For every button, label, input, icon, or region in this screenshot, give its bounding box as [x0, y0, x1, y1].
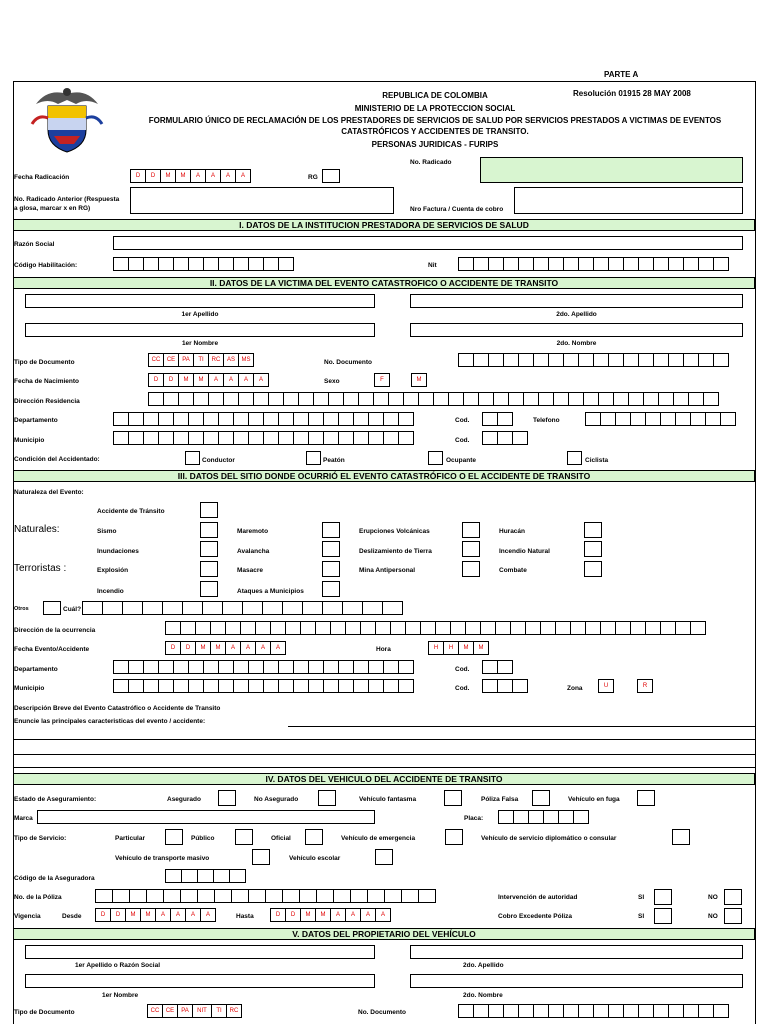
enuncie-label: Enuncie las principales caracteristicas del evento / accidente:: [14, 718, 206, 725]
ocurrencia-departamento-cells[interactable]: [113, 660, 413, 674]
propietario-segundo-nombre-label: 2do. Nombre: [463, 992, 503, 999]
descripcion-line-2[interactable]: [13, 739, 755, 740]
nit-cells[interactable]: [458, 257, 728, 271]
no-asegurado-label: No Asegurado: [254, 796, 299, 803]
masivo-checkbox[interactable]: [252, 849, 270, 865]
date-cell[interactable]: A: [190, 169, 206, 183]
section-2-title: II. DATOS DE LA VICTIMA DEL EVENTO CATASTROFICO O ACCIDENTE DE TRANSITO: [13, 277, 755, 289]
parte-label: PARTE A: [604, 70, 639, 79]
victima-municipio-cells[interactable]: [113, 431, 413, 445]
peaton-label: Peatón: [323, 457, 345, 464]
razon-social-field[interactable]: [113, 236, 743, 250]
accidente-label: Accidente de Tránsito: [97, 508, 165, 515]
victima-no-doc-label: No. Documento: [324, 359, 373, 366]
fecha-radicacion-cells[interactable]: [130, 169, 250, 183]
ocurrencia-dep-cod-label: Cod.: [455, 666, 470, 673]
doc-type-cell[interactable]: RC: [208, 353, 224, 367]
terroristas-label: Terroristas :: [14, 563, 67, 574]
masacre-label: Masacre: [237, 567, 264, 574]
victima-direccion-cells[interactable]: [148, 392, 718, 406]
masivo-label: Vehículo de transporte masivo: [115, 855, 210, 862]
poliza-falsa-checkbox[interactable]: [532, 790, 550, 806]
sismo-checkbox[interactable]: [200, 522, 218, 538]
doc-type-cell[interactable]: PA: [178, 353, 194, 367]
propietario-no-doc-cells[interactable]: [458, 1004, 728, 1018]
victima-fecha-nac-cells[interactable]: D D M M A A A A: [148, 373, 268, 387]
ocurrencia-dep-cod-cells[interactable]: [482, 660, 512, 674]
header-resolucion: Resolución 01915 28 MAY 2008: [573, 89, 691, 98]
nit-label: Nit: [428, 262, 437, 269]
fantasma-checkbox[interactable]: [444, 790, 462, 806]
coat-of-arms-icon: [28, 84, 106, 156]
codigo-habilitacion-cells[interactable]: [113, 257, 293, 271]
oficial-checkbox[interactable]: [305, 829, 323, 845]
mina-label: Mina Antipersonal: [359, 567, 416, 574]
maremoto-label: Maremoto: [237, 528, 269, 535]
no-asegurado-checkbox[interactable]: [318, 790, 336, 806]
victima-segundo-apellido-label: 2do. Apellido: [556, 311, 597, 318]
inundaciones-checkbox[interactable]: [200, 541, 218, 557]
naturaleza-label: Naturaleza del Evento:: [14, 489, 84, 496]
deslizamiento-checkbox[interactable]: [462, 541, 480, 557]
sexo-m-box[interactable]: M: [411, 373, 427, 387]
tipo-servicio-label: Tipo de Servicio:: [14, 835, 67, 842]
no-radicado-label: No. Radicado: [410, 159, 452, 166]
razon-social-label: Razón Social: [14, 241, 55, 248]
particular-label: Particular: [115, 835, 145, 842]
incendio-natural-checkbox[interactable]: [584, 541, 602, 557]
sismo-label: Sismo: [97, 528, 117, 535]
huracan-label: Huracán: [499, 528, 526, 535]
erupciones-checkbox[interactable]: [462, 522, 480, 538]
incendio-natural-label: Incendio Natural: [499, 548, 550, 555]
ataques-checkbox[interactable]: [322, 581, 340, 597]
victima-segundo-apellido-field[interactable]: [410, 294, 743, 308]
marca-label: Marca: [14, 815, 33, 822]
radicado-anterior-label-2: a glosa, marcar x en RG): [14, 205, 91, 212]
victima-departamento-cells[interactable]: [113, 412, 413, 426]
header-personas: PERSONAS JURIDICAS - FURIPS: [371, 140, 499, 149]
victima-tipo-doc-cells[interactable]: [148, 353, 253, 367]
direccion-ocurrencia-label: Dirección de la ocurrencia: [14, 627, 96, 634]
placa-label: Placa:: [464, 815, 484, 822]
victima-municipio-label: Municipio: [14, 437, 45, 444]
cobro-si-checkbox[interactable]: [654, 908, 672, 924]
conductor-checkbox[interactable]: [185, 451, 200, 465]
no-poliza-cells[interactable]: [95, 889, 435, 903]
victima-no-doc-cells[interactable]: [458, 353, 728, 367]
publico-checkbox[interactable]: [235, 829, 253, 845]
telefono-cells[interactable]: [585, 412, 735, 426]
codigo-habilitacion-label: Código Habilitación:: [14, 262, 78, 269]
section-5-title: V. DATOS DEL PROPIETARIO DEL VEHÍCULO: [13, 928, 755, 940]
victima-mun-cod-label: Cod.: [455, 437, 470, 444]
no-radicado-field[interactable]: [480, 157, 743, 183]
cobro-no-checkbox[interactable]: [724, 908, 742, 924]
fuga-label: Vehículo en fuga: [568, 796, 620, 803]
otros-checkbox[interactable]: [43, 601, 61, 615]
date-cell[interactable]: D: [130, 169, 146, 183]
radicado-anterior-field[interactable]: [130, 187, 394, 214]
vigencia-label: Vigencia: [14, 913, 41, 920]
placa-cells[interactable]: [498, 810, 588, 824]
descripcion-label: Descripción Breve del Evento Catastrófico o Accidente de Transito: [14, 705, 221, 712]
section-1-title: I. DATOS DE LA INSTITUCION PRESTADORA DE SERVICIOS DE SALUD: [13, 219, 755, 231]
hora-cells[interactable]: H H M M: [428, 641, 488, 655]
ocurrencia-mun-cod-label: Cod.: [455, 685, 470, 692]
victima-tipo-doc-label: Tipo de Documento: [14, 359, 75, 366]
ocupante-label: Ocupante: [446, 457, 476, 464]
victima-primer-apellido-label: 1er Apellido: [181, 311, 219, 318]
combate-label: Combate: [499, 567, 527, 574]
propietario-tipo-doc-cells[interactable]: CC CE PA NIT TI RC: [147, 1004, 241, 1018]
intervencion-si-checkbox[interactable]: [654, 889, 672, 905]
emergencia-checkbox[interactable]: [445, 829, 463, 845]
propietario-primer-nombre-label: 1er Nombre: [102, 992, 139, 999]
hasta-label: Hasta: [236, 913, 254, 920]
factura-label: Nro Factura / Cuenta de cobro: [410, 206, 504, 213]
vigencia-desde-cells[interactable]: D D M M A A A A: [95, 908, 215, 922]
fecha-evento-label: Fecha Evento/Accidente: [14, 646, 90, 653]
intervencion-no-checkbox[interactable]: [724, 889, 742, 905]
victima-mun-cod-cells[interactable]: [482, 431, 527, 445]
cual-cells[interactable]: [82, 601, 402, 615]
direccion-ocurrencia-cells[interactable]: [165, 621, 705, 635]
sexo-label: Sexo: [324, 378, 340, 385]
cobro-no-label: NO: [708, 913, 718, 920]
ocurrencia-departamento-label: Departamento: [14, 666, 58, 673]
header-top-rule: [13, 81, 755, 82]
date-cell[interactable]: A: [220, 169, 236, 183]
fecha-evento-cells[interactable]: D D M M A A A A: [165, 641, 285, 655]
inundaciones-label: Inundaciones: [97, 548, 139, 555]
diplomatico-label: Vehículo de servicio diplomático o consular: [481, 835, 617, 842]
propietario-apellido-field[interactable]: [25, 945, 375, 959]
doc-type-cell[interactable]: CE: [163, 353, 179, 367]
poliza-falsa-label: Póliza Falsa: [481, 796, 519, 803]
date-cell[interactable]: A: [235, 169, 251, 183]
intervencion-label: Intervención de autoridad: [498, 894, 578, 901]
propietario-segundo-apellido-field[interactable]: [410, 945, 743, 959]
victima-direccion-label: Dirección Residencia: [14, 398, 80, 405]
naturales-label: Naturales:: [14, 524, 60, 535]
date-cell[interactable]: M: [175, 169, 191, 183]
oficial-label: Oficial: [271, 835, 291, 842]
date-cell[interactable]: A: [205, 169, 221, 183]
explosion-checkbox[interactable]: [200, 561, 218, 577]
victima-primer-nombre-label: 1er Nombre: [181, 340, 219, 347]
hora-label: Hora: [376, 646, 391, 653]
avalancha-checkbox[interactable]: [322, 541, 340, 557]
conductor-label: Conductor: [202, 457, 235, 464]
cobro-excedente-label: Cobro Excedente Póliza: [498, 913, 573, 920]
propietario-tipo-doc-label: Tipo de Documento: [14, 1009, 75, 1016]
ciclista-label: Ciclista: [585, 457, 609, 464]
fuga-checkbox[interactable]: [637, 790, 655, 806]
diplomatico-checkbox[interactable]: [672, 829, 690, 845]
victima-primer-nombre-field[interactable]: [25, 323, 375, 337]
desde-label: Desde: [62, 913, 82, 920]
condicion-label: Condición del Accidentado:: [14, 456, 100, 463]
section-4-title: IV. DATOS DEL VEHICULO DEL ACCIDENTE DE TRANSITO: [13, 773, 755, 785]
victima-departamento-label: Departamento: [14, 417, 58, 424]
propietario-segundo-apellido-label: 2do. Apellido: [463, 962, 504, 969]
emergencia-label: Vehículo de emergencia: [341, 835, 416, 842]
radicado-anterior-label-1: No. Radicado Anterior (Respuesta: [14, 196, 120, 203]
victima-segundo-nombre-field[interactable]: [410, 323, 743, 337]
header-ministerio: MINISTERIO DE LA PROTECCION SOCIAL: [354, 104, 516, 113]
asegurado-label: Asegurado: [167, 796, 201, 803]
ocurrencia-municipio-cells[interactable]: [113, 679, 413, 693]
ataques-label: Ataques a Municipios: [237, 588, 304, 595]
escolar-label: Vehículo escolar: [289, 855, 341, 862]
fecha-radicacion-label: Fecha Radicación: [14, 174, 70, 181]
ciclista-checkbox[interactable]: [567, 451, 582, 465]
victima-dep-cod-label: Cod.: [455, 417, 470, 424]
maremoto-checkbox[interactable]: [322, 522, 340, 538]
doc-type-cell[interactable]: MS: [238, 353, 254, 367]
factura-field[interactable]: [514, 187, 743, 214]
ocupante-checkbox[interactable]: [428, 451, 443, 465]
date-cell[interactable]: M: [160, 169, 176, 183]
propietario-primer-nombre-field[interactable]: [25, 974, 375, 988]
vigencia-hasta-cells[interactable]: D D M M A A A A: [270, 908, 390, 922]
combate-checkbox[interactable]: [584, 561, 602, 577]
descripcion-line-3[interactable]: [13, 754, 755, 755]
section-3-title: III. DATOS DEL SITIO DONDE OCURRIÓ EL EVENTO CATASTRÓFICO O EL ACCIDENTE DE TRANSITO: [13, 470, 755, 482]
codigo-aseguradora-label: Código de la Aseguradora: [14, 875, 95, 882]
escolar-checkbox[interactable]: [375, 849, 393, 865]
no-poliza-label: No. de la Póliza: [14, 894, 62, 901]
form-right-border: [755, 81, 756, 1024]
cobro-si-label: SI: [638, 913, 645, 920]
incendio-checkbox[interactable]: [200, 581, 218, 597]
ocurrencia-municipio-label: Municipio: [14, 685, 45, 692]
victima-dep-cod-cells[interactable]: [482, 412, 512, 426]
publico-label: Público: [191, 835, 215, 842]
sexo-f-box[interactable]: F: [374, 373, 390, 387]
doc-type-cell[interactable]: TI: [193, 353, 209, 367]
zona-r-box[interactable]: R: [637, 679, 653, 693]
intervencion-no-label: NO: [708, 894, 718, 901]
zona-label: Zona: [567, 685, 583, 692]
date-cell[interactable]: D: [145, 169, 161, 183]
fantasma-label: Vehículo fantasma: [359, 796, 417, 803]
accidente-checkbox[interactable]: [200, 502, 218, 518]
victima-fecha-nac-label: Fecha de Nacimiento: [14, 378, 80, 385]
header-republica: REPUBLICA DE COLOMBIA: [382, 91, 488, 100]
incendio-label: Incendio: [97, 588, 124, 595]
deslizamiento-label: Deslizamiento de Tierra: [359, 548, 432, 555]
erupciones-label: Erupciones Volcánicas: [359, 528, 430, 535]
avalancha-label: Avalancha: [237, 548, 270, 555]
propietario-no-doc-label: No. Documento: [358, 1009, 407, 1016]
descripcion-line-4[interactable]: [13, 767, 755, 768]
masacre-checkbox[interactable]: [322, 561, 340, 577]
doc-type-cell[interactable]: CC: [148, 353, 164, 367]
huracan-checkbox[interactable]: [584, 522, 602, 538]
propietario-segundo-nombre-field[interactable]: [410, 974, 743, 988]
intervencion-si-label: SI: [638, 894, 645, 901]
telefono-label: Telefono: [533, 417, 560, 424]
doc-type-cell[interactable]: AS: [223, 353, 239, 367]
marca-field[interactable]: [37, 810, 375, 824]
cual-label: Cuál?: [63, 606, 82, 613]
codigo-aseguradora-cells[interactable]: [165, 869, 245, 883]
particular-checkbox[interactable]: [165, 829, 183, 845]
rg-label: RG: [308, 174, 318, 181]
victima-primer-apellido-field[interactable]: [25, 294, 375, 308]
estado-aseguramiento-label: Estado de Aseguramiento:: [14, 796, 97, 803]
explosion-label: Explosión: [97, 567, 129, 574]
header-formulario-1: FORMULARIO ÚNICO DE RECLAMACIÓN DE LOS PRESTADORES DE SERVICIOS DE SALUD POR SERVICIOS PRESTADOS A VICTIMAS DE EVENTOS: [148, 116, 722, 125]
descripcion-line-1[interactable]: [288, 726, 755, 727]
propietario-apellido-label: 1er Apellido o Razón Social: [75, 962, 160, 969]
mina-checkbox[interactable]: [462, 561, 480, 577]
rg-checkbox[interactable]: [322, 169, 340, 183]
asegurado-checkbox[interactable]: [218, 790, 236, 806]
header-formulario-2: CATASTRÓFICOS Y ACCIDENTES DE TRANSITO.: [341, 127, 529, 136]
victima-segundo-nombre-label: 2do. Nombre: [556, 340, 597, 347]
otros-label: Otros: [14, 606, 29, 612]
peaton-checkbox[interactable]: [306, 451, 321, 465]
zona-u-box[interactable]: U: [598, 679, 614, 693]
ocurrencia-mun-cod-cells[interactable]: [482, 679, 527, 693]
